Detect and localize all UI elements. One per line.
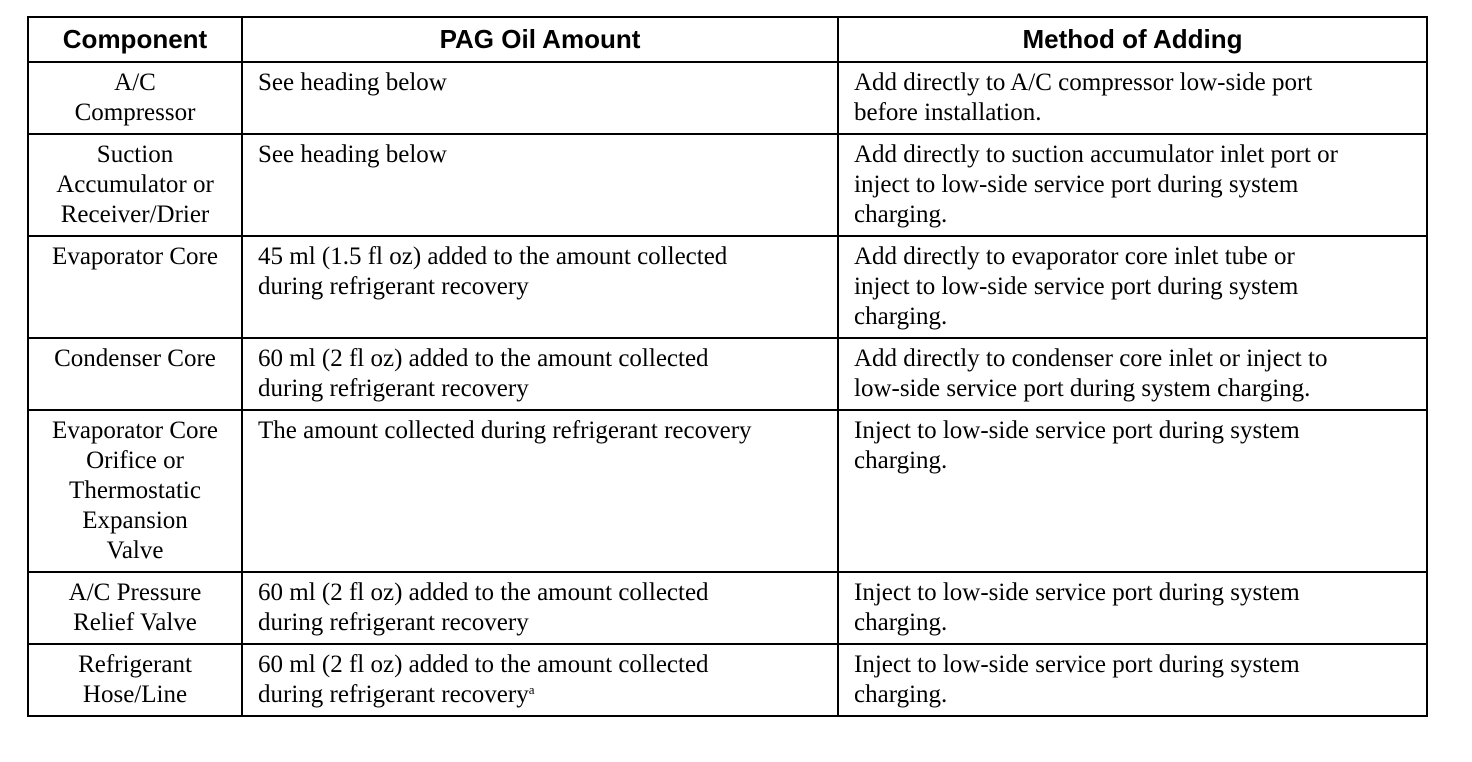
method-cell: Inject to low-side service port during system charging. (838, 410, 1427, 572)
oil-amount-cell: See heading below (242, 62, 838, 134)
table-row (28, 338, 1427, 410)
component-cell: Refrigerant Hose/Line (28, 644, 242, 716)
table-row (28, 236, 1427, 338)
method-cell: Add directly to evaporator core inlet tube or inject to low-side service port during system charging. (838, 236, 1427, 338)
table-row (28, 410, 1427, 572)
component-cell: Suction Accumulator or Receiver/Drier (28, 134, 242, 236)
component-cell: Evaporator Core (28, 236, 242, 338)
table-row (28, 572, 1427, 644)
table-row (28, 134, 1427, 236)
pag-oil-table (27, 16, 1428, 717)
header-method: Method of Adding (838, 17, 1427, 62)
component-cell: Condenser Core (28, 338, 242, 410)
method-cell: Add directly to condenser core inlet or inject to low-side service port during system charging. (838, 338, 1427, 410)
oil-amount-cell: See heading below (242, 134, 838, 236)
oil-amount-cell (242, 644, 838, 716)
oil-amount-cell: The amount collected during refrigerant recovery (242, 410, 838, 572)
oil-amount-text: 60 ml (2 fl oz) added to the amount collected during refrigerant recovery (258, 651, 709, 708)
component-cell: A/C Compressor (28, 62, 242, 134)
table-row (28, 62, 1427, 134)
component-cell: A/C Pressure Relief Valve (28, 572, 242, 644)
header-row (28, 17, 1427, 62)
header-oil-amount: PAG Oil Amount (242, 17, 838, 62)
oil-amount-cell: 45 ml (1.5 fl oz) added to the amount collected during refrigerant recovery (242, 236, 838, 338)
oil-amount-cell: 60 ml (2 fl oz) added to the amount collected during refrigerant recovery (242, 572, 838, 644)
method-cell: Add directly to suction accumulator inlet port or inject to low-side service port during system charging. (838, 134, 1427, 236)
method-cell: Inject to low-side service port during system charging. (838, 644, 1427, 716)
oil-amount-cell: 60 ml (2 fl oz) added to the amount collected during refrigerant recovery (242, 338, 838, 410)
header-component: Component (28, 17, 242, 62)
table-row (28, 644, 1427, 716)
component-cell: Evaporator Core Orifice or Thermostatic Expansion Valve (28, 410, 242, 572)
method-cell: Add directly to A/C compressor low-side port before installation. (838, 62, 1427, 134)
footnote-marker: a (528, 682, 535, 697)
method-cell: Inject to low-side service port during system charging. (838, 572, 1427, 644)
